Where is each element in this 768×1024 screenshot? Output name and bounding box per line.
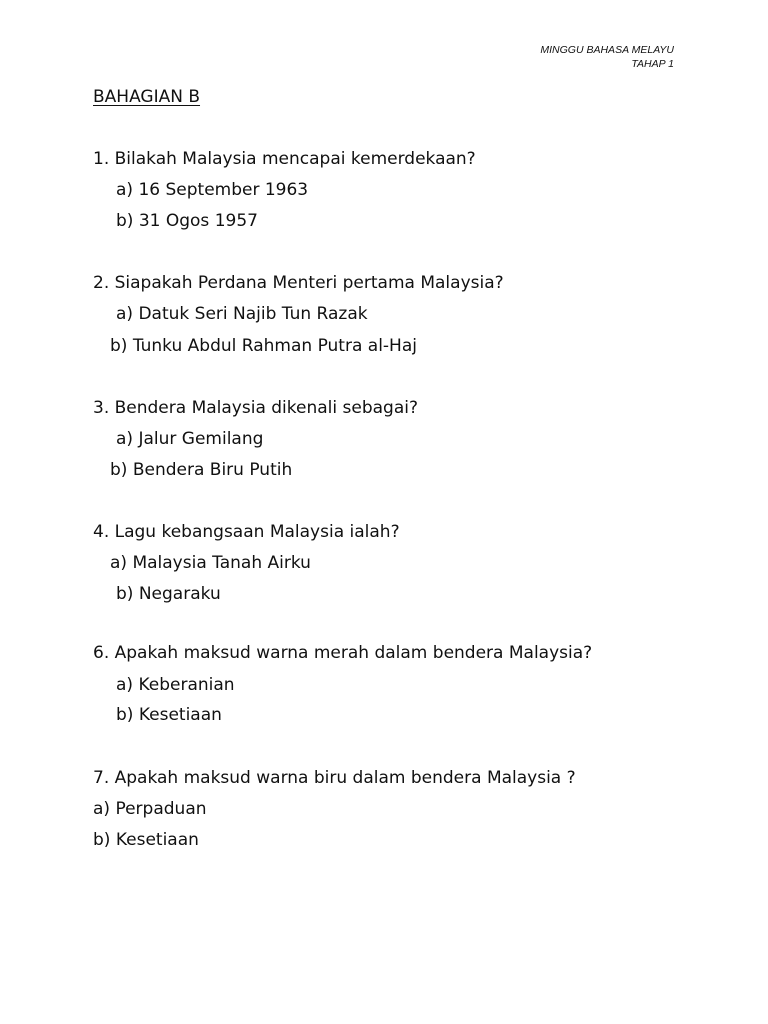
question-7-option-a: a) Perpaduan <box>93 799 207 819</box>
question-7: 7. Apakah maksud warna biru dalam bendera Malaysia ? <box>93 768 576 788</box>
question-6-option-a: a) Keberanian <box>116 675 235 695</box>
section-title: BAHAGIAN B <box>93 87 201 107</box>
question-6-option-b: b) Kesetiaan <box>116 705 222 725</box>
question-1-option-a: a) 16 September 1963 <box>116 180 309 200</box>
question-1: 1. Bilakah Malaysia mencapai kemerdekaan? <box>93 149 476 169</box>
header-level: TAHAP 1 <box>631 58 674 70</box>
question-2: 2. Siapakah Perdana Menteri pertama Malaysia? <box>93 273 504 293</box>
question-4-option-a: a) Malaysia Tanah Airku <box>110 553 311 573</box>
question-7-option-b: b) Kesetiaan <box>93 830 199 850</box>
question-2-option-a: a) Datuk Seri Najib Tun Razak <box>116 304 368 324</box>
question-4: 4. Lagu kebangsaan Malaysia ialah? <box>93 522 400 542</box>
question-3-option-b: b) Bendera Biru Putih <box>110 460 293 480</box>
question-1-option-b: b) 31 Ogos 1957 <box>116 211 258 231</box>
question-4-option-b: b) Negaraku <box>116 584 221 604</box>
question-3-option-a: a) Jalur Gemilang <box>116 429 264 449</box>
question-2-option-b: b) Tunku Abdul Rahman Putra al-Haj <box>110 336 417 356</box>
question-6: 6. Apakah maksud warna merah dalam bendera Malaysia? <box>93 643 593 663</box>
header-program-title: MINGGU BAHASA MELAYU <box>540 44 674 56</box>
question-3: 3. Bendera Malaysia dikenali sebagai? <box>93 398 419 418</box>
